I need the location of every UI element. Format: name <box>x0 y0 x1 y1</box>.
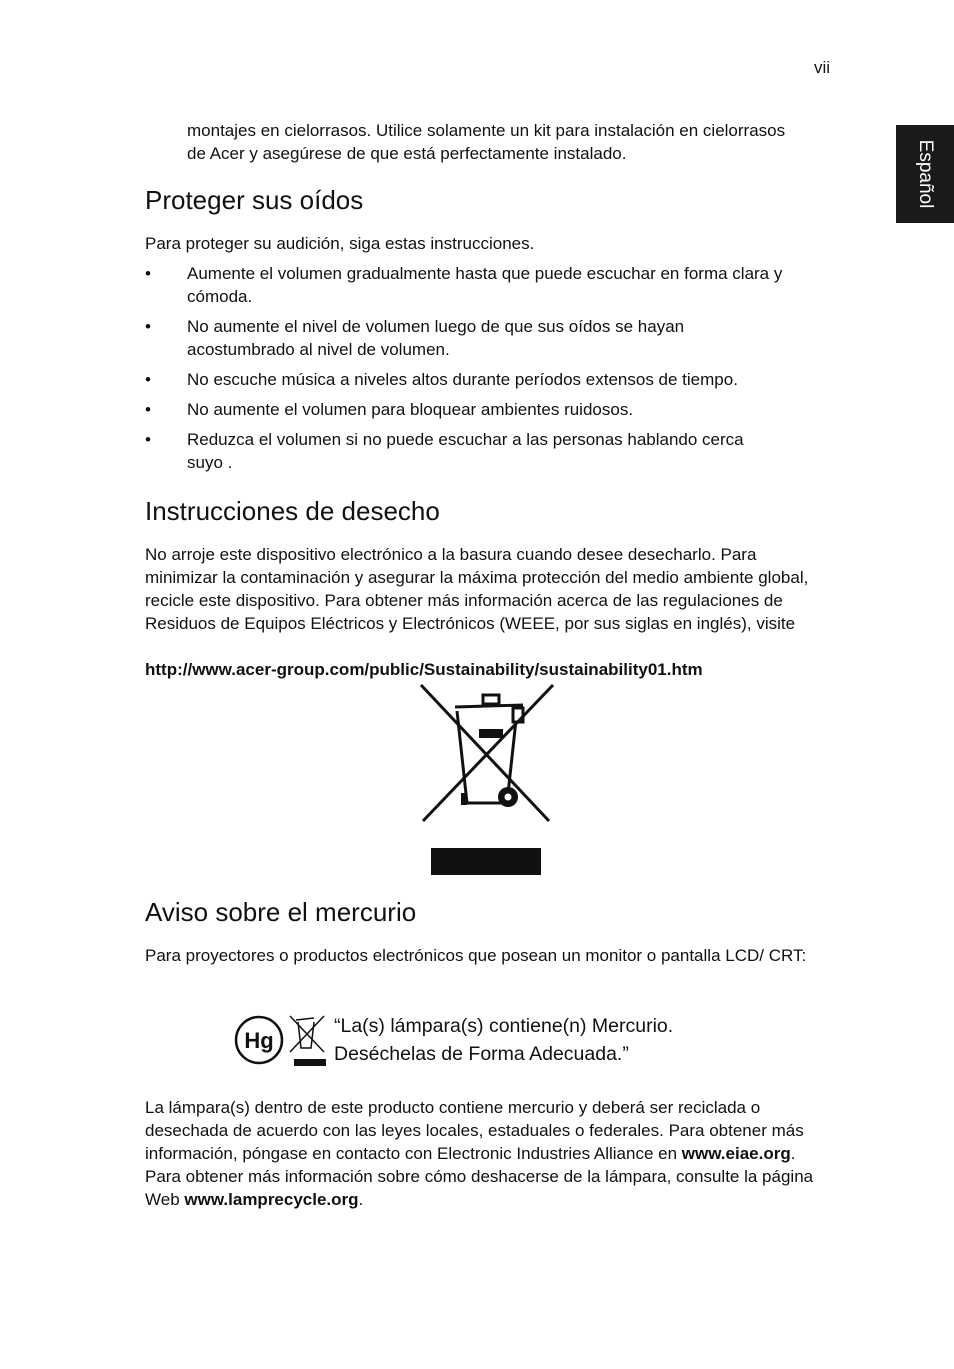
mercury-notice <box>232 1010 742 1070</box>
hg-symbol-icon <box>232 1010 328 1070</box>
eiae-link[interactable]: www.eiae.org <box>681 1144 791 1163</box>
disposal-body: No arroje este dispositivo electrónico a la basura cuando desee desecharlo. Para minimizar la contaminación y asegurar la máxima protección del medio ambiente global, recicle este dispositivo. Para obtener más información acerca de las regulaciones de Residuos de Equipos Eléctricos y Electrónicos (WEEE, por sus siglas en inglés), visite <box>145 545 809 633</box>
disposal-url-link[interactable]: http://www.acer-group.com/public/Sustainability/sustainability01.htm <box>145 660 703 679</box>
hg-symbol-text: Hg <box>244 1028 274 1053</box>
list-item: • Aumente el volumen gradualmente hasta que puede escuchar en forma clara y cómoda. <box>145 262 835 308</box>
disposal-section-title: Instrucciones de desecho <box>145 496 440 526</box>
list-item: • Reduzca el volumen si no puede escuchar a las personas hablando cerca suyo . <box>145 428 835 474</box>
list-item: • No escuche música a niveles altos durante períodos extensos de tiempo. <box>145 368 835 391</box>
language-side-tab-label: Español <box>915 139 936 209</box>
language-side-tab <box>896 125 954 223</box>
mercury-body-text-2: . Para obtener más información sobre cómo deshacerse de la lámpara, consulte la página Web <box>145 1144 814 1209</box>
small-crossed-bin-icon <box>290 1016 326 1066</box>
mercury-notice-line-1: “La(s) lámpara(s) contiene(n) Mercurio. <box>334 1015 674 1037</box>
mercury-notice-text <box>334 1012 673 1068</box>
intro-continuation: montajes en cielorrasos. Utilice solamente un kit para instalación en cielorrasos de Acer y asegúrese de que está perfectamente instalado. <box>187 121 786 163</box>
list-item: • No aumente el nivel de volumen luego de que sus oídos se hayan acostumbrado al nivel de volumen. <box>145 315 835 361</box>
page-number: vii <box>813 58 830 77</box>
hearing-section-title: Proteger sus oídos <box>145 185 364 215</box>
crossed-out-wheelie-bin-icon <box>415 683 557 878</box>
mercury-body-text-3: . <box>358 1190 364 1209</box>
list-item: • No aumente el volumen para bloquear ambientes ruidosos. <box>145 398 835 421</box>
mercury-lead: Para proyectores o productos electrónicos que posean un monitor o pantalla LCD/ CRT: <box>145 946 807 965</box>
mercury-notice-line-2: Deséchelas de Forma Adecuada.” <box>334 1043 629 1065</box>
mercury-section-title: Aviso sobre el mercurio <box>145 897 417 927</box>
hearing-list <box>145 262 835 481</box>
mercury-body <box>145 1096 835 1211</box>
lamprecycle-link[interactable]: www.lamprecycle.org <box>184 1190 359 1209</box>
hearing-lead: Para proteger su audición, siga estas instrucciones. <box>145 234 535 253</box>
mercury-body-text-1: La lámpara(s) dentro de este producto contiene mercurio y deberá ser reciclada o desechada de acuerdo con las leyes locales, estaduales o federales. Para obtener más información, póngase en contacto con Electronic Industries Alliance en <box>145 1098 804 1163</box>
